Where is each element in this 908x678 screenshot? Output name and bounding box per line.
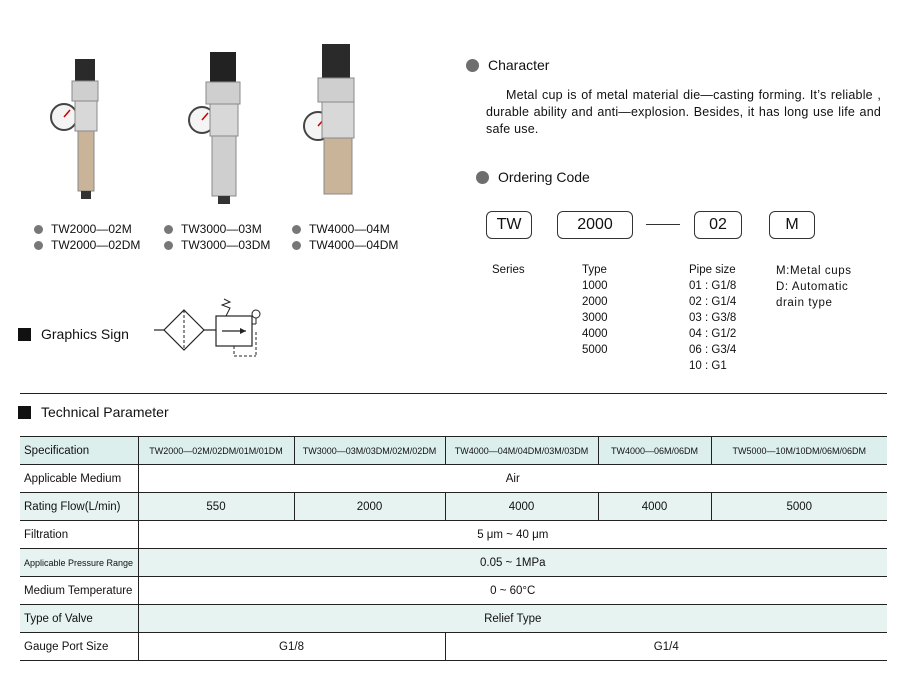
model-list-col-1: [34, 221, 140, 253]
table-cell: Medium Temperature: [20, 577, 138, 605]
square-bullet-icon: [18, 328, 31, 341]
bullet-icon: [34, 241, 43, 250]
table-cell: Air: [138, 465, 887, 493]
table-cell: TW4000—04M/04DM/03M/03DM: [445, 437, 598, 465]
table-cell: TW2000—02M/02DM/01M/01DM: [138, 437, 294, 465]
bullet-icon: [476, 171, 489, 184]
table-cell: Filtration: [20, 521, 138, 549]
table-cell: 0.05 ~ 1MPa: [138, 549, 887, 577]
table-cell: Type of Valve: [20, 605, 138, 633]
technical-parameter-table: [20, 436, 887, 661]
technical-parameter-heading: Technical Parameter: [18, 404, 169, 420]
code-box-type: 2000: [557, 211, 633, 239]
table-cell: 0 ~ 60°C: [138, 577, 887, 605]
table-row: [20, 605, 887, 633]
bullet-icon: [292, 225, 301, 234]
bullet-icon: [292, 241, 301, 250]
table-row: [20, 549, 887, 577]
bullet-icon: [164, 225, 173, 234]
table-row: [20, 577, 887, 605]
pipe-size-list: Pipe size 01 : G1/8 02 : G1/4 03 : G3/8 04 : G1/2 06 : G3/4 10 : G1: [689, 264, 737, 372]
table-cell: Applicable Medium: [20, 465, 138, 493]
bullet-icon: [466, 59, 479, 72]
table-cell: Gauge Port Size: [20, 633, 138, 661]
table-cell: 4000: [445, 493, 598, 521]
table-cell: TW3000—03M/03DM/02M/02DM: [294, 437, 445, 465]
table-cell: G1/8: [138, 633, 445, 661]
type-list: Type 1000 2000 3000 4000 5000: [582, 264, 608, 356]
model-item: TW2000—02M: [34, 221, 140, 237]
code-box-pipe: 02: [694, 211, 742, 239]
model-item: TW3000—03DM: [164, 237, 270, 253]
section-divider: [20, 393, 887, 394]
model-item: TW4000—04DM: [292, 237, 398, 253]
table-cell: Rating Flow(L/min): [20, 493, 138, 521]
table-row: [20, 465, 887, 493]
table-cell: TW5000—10M/10DM/06M/06DM: [711, 437, 887, 465]
table-row: [20, 521, 887, 549]
table-row: [20, 493, 887, 521]
character-text: Metal cup is of metal material die—casting forming. It’s reliable , durable ability and anti—explosion. Besides, it has long use life and safe use.: [486, 88, 881, 136]
model-list-col-3: [292, 221, 398, 253]
character-heading: Character: [466, 57, 549, 73]
product-image-tw4000: [300, 42, 372, 202]
bullet-icon: [164, 241, 173, 250]
pneumatic-symbol-icon: [152, 298, 270, 362]
graphics-sign-heading: Graphics Sign: [18, 326, 129, 342]
table-cell: G1/4: [445, 633, 887, 661]
series-label: Series: [492, 264, 525, 276]
model-list-col-2: [164, 221, 270, 253]
table-row: [20, 437, 887, 465]
product-image-tw3000: [188, 48, 260, 208]
table-cell: 5 μm ~ 40 μm: [138, 521, 887, 549]
material-list: M:Metal cups D: Automatic drain type: [776, 265, 852, 309]
table-cell: 5000: [711, 493, 887, 521]
table-cell: Applicable Pressure Range: [20, 549, 138, 577]
bullet-icon: [34, 225, 43, 234]
model-item: TW4000—04M: [292, 221, 398, 237]
model-item: TW2000—02DM: [34, 237, 140, 253]
table-cell: Specification: [20, 437, 138, 465]
code-box-series: TW: [486, 211, 532, 239]
product-image-tw2000: [50, 55, 120, 205]
table-cell: 4000: [598, 493, 711, 521]
code-dash: [646, 224, 680, 225]
table-cell: 2000: [294, 493, 445, 521]
square-bullet-icon: [18, 406, 31, 419]
code-box-material: M: [769, 211, 815, 239]
table-row: [20, 633, 887, 661]
table-cell: 550: [138, 493, 294, 521]
table-cell: TW4000—06M/06DM: [598, 437, 711, 465]
ordering-code-heading: Ordering Code: [476, 169, 590, 185]
table-cell: Relief Type: [138, 605, 887, 633]
model-item: TW3000—03M: [164, 221, 270, 237]
